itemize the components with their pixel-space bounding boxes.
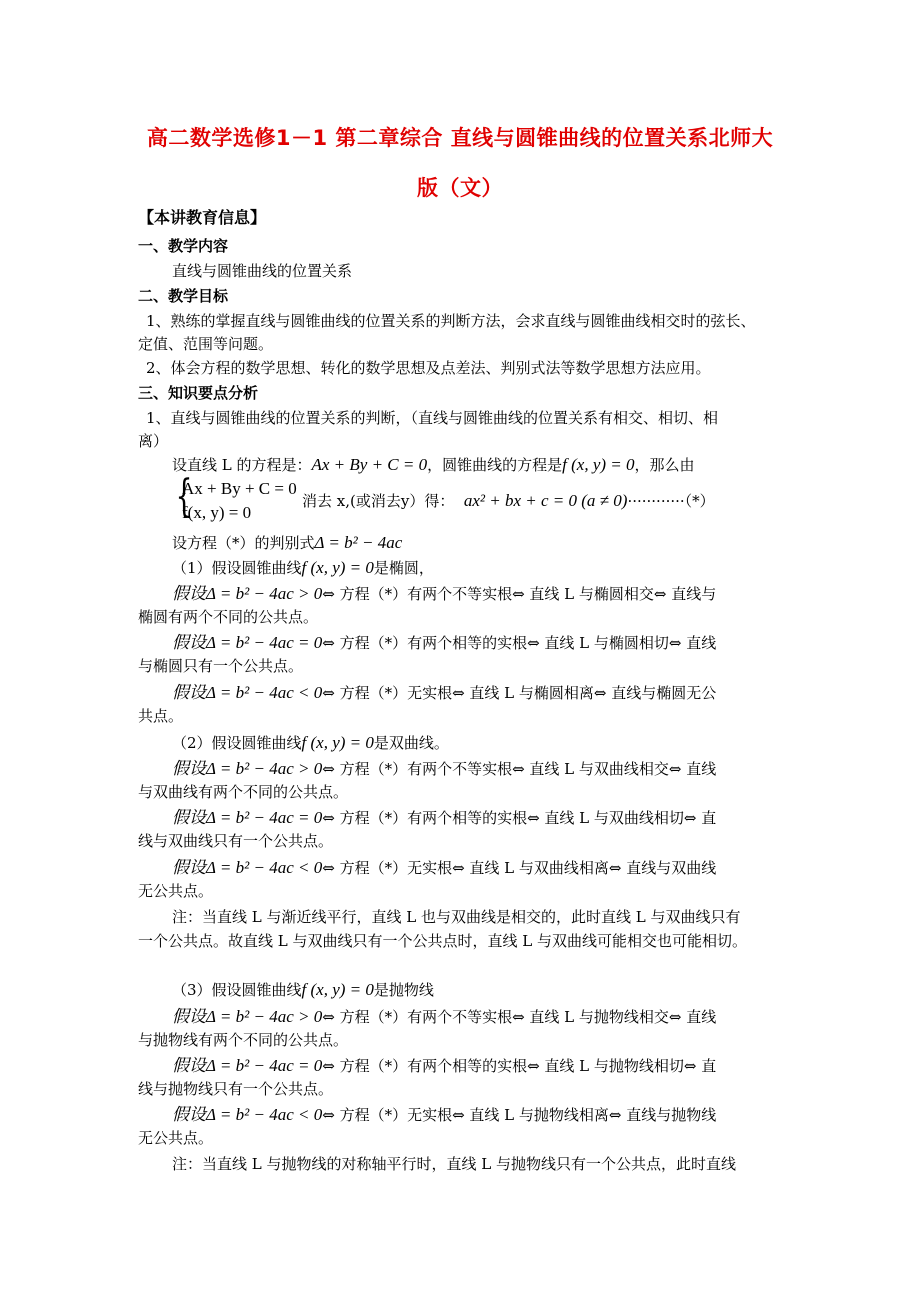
- parabola-case-1b: 与抛物线有两个不同的公共点。: [138, 1031, 349, 1049]
- hyperbola-note-b: 一个公共点。故直线 L 与双曲线只有一个公共点时，直线 L 与双曲线可能相交也可能相切。: [138, 932, 747, 950]
- section-2-item-1b: 定值、范围等问题。: [138, 335, 274, 353]
- parabola-case-1-text: ⇔ 方程（*）有两个不等实根⇔ 直线 L 与抛物线相交⇔ 直线: [322, 1008, 717, 1026]
- discriminant-line: [172, 533, 402, 553]
- setup-conic-equation: f (x, y) = 0: [562, 455, 635, 474]
- parabola-case-3-text: ⇔ 方程（*）无实根⇔ 直线 L 与抛物线相离⇔ 直线与抛物线: [322, 1106, 717, 1124]
- ellipse-case-2b: 与椭圆只有一个公共点。: [138, 657, 304, 675]
- section-2-item-2: 2、体会方程的数学思想、转化的数学思想及点差法、判别式法等数学思想方法应用。: [146, 359, 711, 377]
- hyperbola-note-a: 注：当直线 L 与渐近线平行，直线 L 也与双曲线是相交的，此时直线 L 与双曲线只有: [172, 908, 741, 926]
- ellipse-heading: [172, 558, 434, 578]
- ellipse-case-1-text: ⇔ 方程（*）有两个不等实根⇔ 直线 L 与椭圆相交⇔ 直线与: [322, 585, 717, 603]
- ellipse-heading-post: 是椭圆，: [373, 559, 434, 577]
- section-3-item-1a: 1、直线与圆锥曲线的位置关系的判断，（直线与圆锥曲线的位置关系有相交、相切、相: [146, 409, 719, 427]
- hyperbola-case-3-text: ⇔ 方程（*）无实根⇔ 直线 L 与双曲线相离⇔ 直线与双曲线: [322, 859, 717, 877]
- parabola-heading: [172, 980, 434, 1000]
- parabola-case-1-condition: 假设Δ = b² − 4ac > 0: [172, 1007, 323, 1026]
- ellipse-case-1b: 椭圆有两个不同的公共点。: [138, 608, 319, 626]
- parabola-heading-equation: f (x, y) = 0: [301, 980, 374, 999]
- parabola-case-2-text: ⇔ 方程（*）有两个相等的实根⇔ 直线 L 与抛物线相切⇔ 直: [322, 1057, 717, 1075]
- setup-line: [172, 455, 695, 475]
- star-marker: ············（*）: [627, 492, 715, 510]
- section-3-heading: 三、知识要点分析: [138, 384, 259, 402]
- ellipse-case-2-condition: 假设Δ = b² − 4ac = 0: [172, 633, 323, 652]
- title-line-2: 版（文）: [417, 176, 503, 200]
- info-heading: 【本讲教育信息】: [138, 208, 267, 227]
- hyperbola-heading-post: 是双曲线。: [373, 734, 449, 752]
- hyperbola-case-2a: [172, 808, 716, 828]
- section-1-text: 直线与圆锥曲线的位置关系: [172, 262, 353, 280]
- system-equation-2: f(x, y) = 0: [182, 503, 252, 522]
- ellipse-case-3b: 共点。: [138, 707, 184, 725]
- ellipse-heading-equation: f (x, y) = 0: [301, 558, 374, 577]
- setup-line-intro: 设直线 L 的方程是：: [172, 456, 312, 474]
- setup-then: ，那么由: [634, 456, 695, 474]
- ellipse-case-1a: [172, 584, 716, 604]
- system-equation-1: Ax + By + C = 0: [182, 479, 297, 498]
- hyperbola-case-2-condition: 假设Δ = b² − 4ac = 0: [172, 808, 323, 827]
- hyperbola-case-2-text: ⇔ 方程（*）有两个相等的实根⇔ 直线 L 与双曲线相切⇔ 直: [322, 809, 717, 827]
- section-3-item-1b: 离）: [138, 432, 169, 450]
- ellipse-case-2a: [172, 633, 716, 653]
- title-line-1: 高二数学选修1－1 第二章综合 直线与圆锥曲线的位置关系北师大: [146, 126, 774, 150]
- hyperbola-heading: [172, 733, 449, 753]
- parabola-note-a: 注：当直线 L 与抛物线的对称轴平行时，直线 L 与抛物线只有一个公共点，此时直线: [172, 1155, 736, 1173]
- section-1-heading: 一、教学内容: [138, 237, 229, 255]
- hyperbola-case-1-condition: 假设Δ = b² − 4ac > 0: [172, 759, 323, 778]
- system-brace: {: [175, 471, 193, 522]
- parabola-case-3a: [172, 1105, 716, 1125]
- discriminant-equation: Δ = b² − 4ac: [314, 533, 403, 552]
- parabola-case-2-condition: 假设Δ = b² − 4ac = 0: [172, 1056, 323, 1075]
- elimination-step: [302, 491, 715, 511]
- section-2-heading: 二、教学目标: [138, 287, 229, 305]
- parabola-case-3-condition: 假设Δ = b² − 4ac < 0: [172, 1105, 323, 1124]
- hyperbola-case-2b: 线与双曲线只有一个公共点。: [138, 832, 334, 850]
- parabola-heading-pre: （3）假设圆锥曲线: [172, 981, 302, 999]
- ellipse-case-3-text: ⇔ 方程（*）无实根⇔ 直线 L 与椭圆相离⇔ 直线与椭圆无公: [322, 684, 717, 702]
- ellipse-case-3-condition: 假设Δ = b² − 4ac < 0: [172, 683, 323, 702]
- discriminant-intro: 设方程（*）的判别式: [172, 534, 315, 552]
- hyperbola-heading-equation: f (x, y) = 0: [301, 733, 374, 752]
- hyperbola-case-3-condition: 假设Δ = b² − 4ac < 0: [172, 858, 323, 877]
- hyperbola-case-3b: 无公共点。: [138, 882, 214, 900]
- setup-conic-intro: ，圆锥曲线的方程是: [427, 456, 563, 474]
- quadratic-equation: ax² + bx + c = 0 (a ≠ 0): [463, 491, 628, 510]
- parabola-case-2a: [172, 1056, 716, 1076]
- hyperbola-case-3a: [172, 858, 716, 878]
- section-2-item-1a: 1、熟练的掌握直线与圆锥曲线的位置关系的判断方法，会求直线与圆锥曲线相交时的弦长、: [146, 312, 756, 330]
- hyperbola-case-1-text: ⇔ 方程（*）有两个不等实根⇔ 直线 L 与双曲线相交⇔ 直线: [322, 760, 717, 778]
- ellipse-heading-pre: （1）假设圆锥曲线: [172, 559, 302, 577]
- hyperbola-case-1b: 与双曲线有两个不同的公共点。: [138, 783, 349, 801]
- parabola-case-1a: [172, 1007, 716, 1027]
- parabola-heading-post: 是抛物线: [373, 981, 434, 999]
- elimination-text: 消去 x,(或消去y）得：: [302, 492, 455, 510]
- parabola-case-2b: 线与抛物线只有一个公共点。: [138, 1080, 334, 1098]
- ellipse-case-3a: [172, 683, 716, 703]
- setup-line-equation: Ax + By + C = 0: [311, 455, 428, 474]
- parabola-case-3b: 无公共点。: [138, 1129, 214, 1147]
- ellipse-case-2-text: ⇔ 方程（*）有两个相等的实根⇔ 直线 L 与椭圆相切⇔ 直线: [322, 634, 717, 652]
- hyperbola-case-1a: [172, 759, 716, 779]
- hyperbola-heading-pre: （2）假设圆锥曲线: [172, 734, 302, 752]
- ellipse-case-1-condition: 假设Δ = b² − 4ac > 0: [172, 584, 323, 603]
